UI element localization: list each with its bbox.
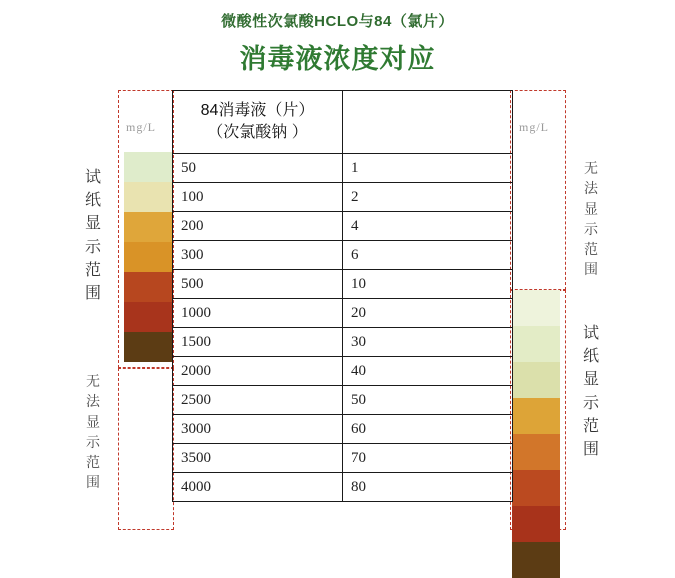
table-row xyxy=(173,328,513,357)
cell-sodium-hypochlorite: 2000 xyxy=(173,357,343,386)
cell-hypochlorous-acid: 10 xyxy=(343,270,513,299)
left-swatch xyxy=(124,242,172,272)
cell-sodium-hypochlorite: 1000 xyxy=(173,299,343,328)
table-row xyxy=(173,241,513,270)
right-swatch xyxy=(512,470,560,506)
right-swatch xyxy=(512,506,560,542)
left-swatch xyxy=(124,212,172,242)
cell-sodium-hypochlorite: 3500 xyxy=(173,444,343,473)
cell-hypochlorous-acid: 30 xyxy=(343,328,513,357)
cell-hypochlorous-acid: 70 xyxy=(343,444,513,473)
concentration-table xyxy=(172,90,513,502)
mgl-label-left: mg/L xyxy=(126,120,156,134)
right-swatch xyxy=(512,398,560,434)
cell-hypochlorous-acid: 40 xyxy=(343,357,513,386)
table-row xyxy=(173,386,513,415)
left-color-scale xyxy=(124,152,172,362)
table-header-line: 84消毒液（片） xyxy=(200,102,315,120)
cell-sodium-hypochlorite: 50 xyxy=(173,154,343,183)
title-block xyxy=(0,0,675,76)
left-swatch xyxy=(124,182,172,212)
cell-hypochlorous-acid: 1 xyxy=(343,154,513,183)
cell-hypochlorous-acid: 6 xyxy=(343,241,513,270)
right-swatch xyxy=(512,290,560,326)
cell-sodium-hypochlorite: 500 xyxy=(173,270,343,299)
table-header-cell-1 xyxy=(173,91,343,154)
table-row xyxy=(173,473,513,502)
label-left-unable-range: 无 法 显 示 范 围 xyxy=(86,373,100,491)
right-swatch xyxy=(512,362,560,398)
cell-sodium-hypochlorite: 200 xyxy=(173,212,343,241)
table-row xyxy=(173,357,513,386)
right-color-scale xyxy=(512,290,560,578)
table-row xyxy=(173,183,513,212)
right-swatch xyxy=(512,434,560,470)
cell-sodium-hypochlorite: 3000 xyxy=(173,415,343,444)
table-row xyxy=(173,415,513,444)
left-swatch xyxy=(124,302,172,332)
cell-hypochlorous-acid: 2 xyxy=(343,183,513,212)
label-right-unable-range: 无 法 显 示 范 围 xyxy=(584,160,598,278)
table-row xyxy=(173,154,513,183)
cell-sodium-hypochlorite: 300 xyxy=(173,241,343,270)
right-swatch xyxy=(512,326,560,362)
cell-hypochlorous-acid: 4 xyxy=(343,212,513,241)
cell-hypochlorous-acid: 60 xyxy=(343,415,513,444)
table-row xyxy=(173,270,513,299)
cell-sodium-hypochlorite: 4000 xyxy=(173,473,343,502)
label-left-strip-range: 试 纸 显 示 范 围 xyxy=(84,169,101,302)
table-row xyxy=(173,299,513,328)
mgl-label-right: mg/L xyxy=(519,120,549,134)
table-row xyxy=(173,212,513,241)
right-swatch xyxy=(512,542,560,578)
table-header-row xyxy=(173,91,513,154)
comparison-figure xyxy=(0,90,675,530)
cell-hypochlorous-acid: 50 xyxy=(343,386,513,415)
left-swatch xyxy=(124,332,172,362)
cell-sodium-hypochlorite: 2500 xyxy=(173,386,343,415)
cell-sodium-hypochlorite: 1500 xyxy=(173,328,343,357)
left-swatch xyxy=(124,272,172,302)
cell-hypochlorous-acid: 80 xyxy=(343,473,513,502)
left-swatch xyxy=(124,152,172,182)
chart-title: 消毒液浓度对应 xyxy=(239,44,436,74)
cell-sodium-hypochlorite: 100 xyxy=(173,183,343,212)
label-right-strip-range: 试 纸 显 示 范 围 xyxy=(582,325,599,458)
table-body xyxy=(173,154,513,502)
chart-subtitle: 微酸性次氯酸HCLO与84（氯片） xyxy=(221,13,454,30)
dashed-box-left-bottom xyxy=(118,368,174,530)
table-row xyxy=(173,444,513,473)
table-header-line: （次氯酸钠 ） xyxy=(207,124,308,141)
table-header-cell-2 xyxy=(343,91,513,154)
cell-hypochlorous-acid: 20 xyxy=(343,299,513,328)
